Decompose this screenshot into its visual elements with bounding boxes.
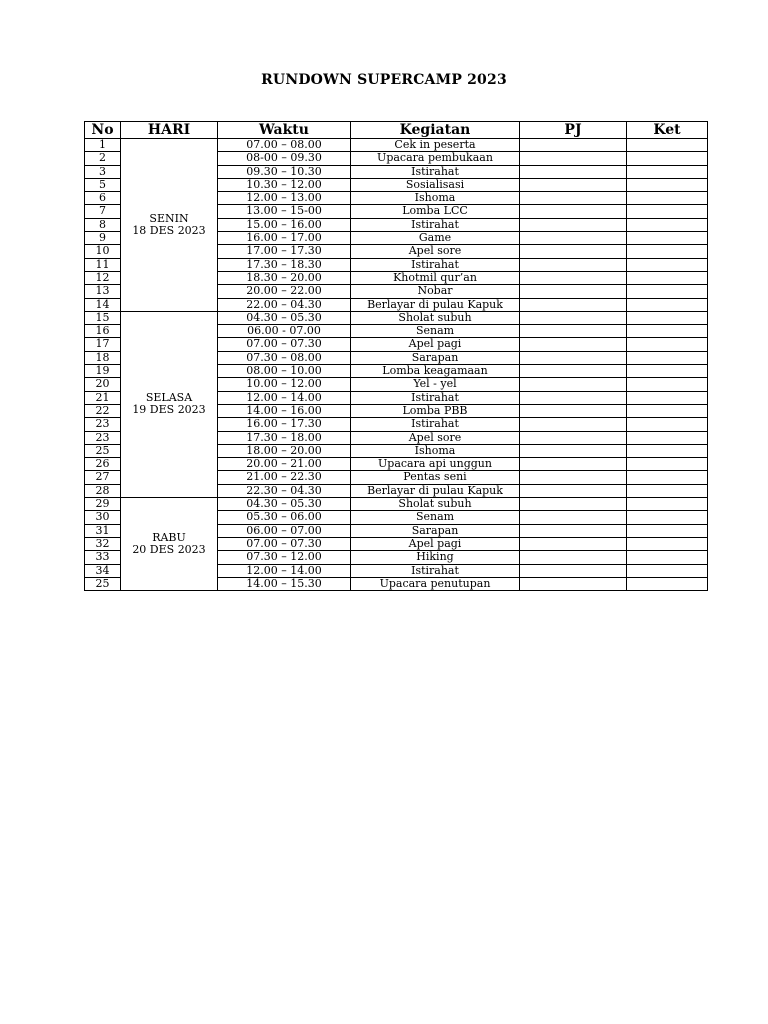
cell-pj (520, 178, 627, 191)
cell-no: 16 (85, 325, 121, 338)
cell-pj (520, 378, 627, 391)
cell-no: 34 (85, 564, 121, 577)
cell-no: 33 (85, 551, 121, 564)
cell-pj (520, 404, 627, 417)
cell-pj (520, 285, 627, 298)
cell-pj (520, 577, 627, 590)
day-name: SELASA (145, 391, 193, 405)
cell-no: 11 (85, 258, 121, 271)
cell-kegiatan: Sarapan (351, 351, 520, 364)
cell-ket (627, 139, 708, 152)
cell-pj (520, 391, 627, 404)
cell-ket (627, 325, 708, 338)
cell-ket (627, 511, 708, 524)
cell-ket (627, 232, 708, 245)
cell-no: 23 (85, 418, 121, 431)
cell-pj (520, 325, 627, 338)
cell-pj (520, 498, 627, 511)
table-body (85, 139, 708, 591)
cell-hari (121, 498, 218, 591)
cell-waktu: 04.30 – 05.30 (218, 498, 351, 511)
cell-waktu: 07.00 – 08.00 (218, 139, 351, 152)
cell-kegiatan: Apel sore (351, 245, 520, 258)
cell-kegiatan: Yel - yel (351, 378, 520, 391)
cell-kegiatan: Upacara pembukaan (351, 152, 520, 165)
cell-waktu: 10.00 – 12.00 (218, 378, 351, 391)
cell-ket (627, 391, 708, 404)
day-name: SENIN (149, 211, 189, 225)
cell-pj (520, 245, 627, 258)
cell-ket (627, 298, 708, 311)
cell-ket (627, 564, 708, 577)
cell-waktu: 18.30 – 20.00 (218, 271, 351, 284)
cell-kegiatan: Istirahat (351, 564, 520, 577)
cell-pj (520, 338, 627, 351)
cell-ket (627, 178, 708, 191)
cell-kegiatan: Senam (351, 325, 520, 338)
cell-waktu: 20.00 – 22.00 (218, 285, 351, 298)
cell-waktu: 06.00 – 07.00 (218, 524, 351, 537)
cell-pj (520, 524, 627, 537)
cell-no: 18 (85, 351, 121, 364)
cell-kegiatan: Upacara penutupan (351, 577, 520, 590)
cell-waktu: 13.00 – 15-00 (218, 205, 351, 218)
cell-ket (627, 431, 708, 444)
cell-ket (627, 551, 708, 564)
cell-ket (627, 458, 708, 471)
cell-no: 9 (85, 232, 121, 245)
cell-kegiatan: Istirahat (351, 165, 520, 178)
cell-waktu: 08.00 – 10.00 (218, 365, 351, 378)
cell-no: 2 (85, 152, 121, 165)
cell-kegiatan: Nobar (351, 285, 520, 298)
rundown-table (84, 121, 708, 591)
cell-waktu: 22.00 – 04.30 (218, 298, 351, 311)
cell-no: 8 (85, 218, 121, 231)
cell-waktu: 10.30 – 12.00 (218, 178, 351, 191)
cell-kegiatan: Senam (351, 511, 520, 524)
cell-no: 6 (85, 192, 121, 205)
cell-ket (627, 444, 708, 457)
header-no: No (85, 122, 121, 139)
cell-ket (627, 404, 708, 417)
header-hari: HARI (121, 122, 218, 139)
cell-waktu: 22.30 – 04.30 (218, 484, 351, 497)
cell-waktu: 06.00 - 07.00 (218, 325, 351, 338)
document-title: RUNDOWN SUPERCAMP 2023 (261, 72, 507, 88)
cell-ket (627, 245, 708, 258)
cell-kegiatan: Pentas seni (351, 471, 520, 484)
cell-ket (627, 418, 708, 431)
cell-ket (627, 471, 708, 484)
cell-ket (627, 271, 708, 284)
cell-pj (520, 444, 627, 457)
cell-ket (627, 165, 708, 178)
cell-kegiatan: Apel pagi (351, 537, 520, 550)
cell-waktu: 17.30 – 18.30 (218, 258, 351, 271)
cell-waktu: 12.00 – 14.00 (218, 564, 351, 577)
cell-kegiatan: Khotmil qur’an (351, 271, 520, 284)
cell-ket (627, 524, 708, 537)
cell-waktu: 15.00 – 16.00 (218, 218, 351, 231)
cell-ket (627, 258, 708, 271)
cell-ket (627, 338, 708, 351)
cell-waktu: 08-00 – 09.30 (218, 152, 351, 165)
cell-waktu: 16.00 – 17.30 (218, 418, 351, 431)
cell-pj (520, 298, 627, 311)
cell-ket (627, 577, 708, 590)
cell-hari (121, 311, 218, 497)
cell-kegiatan: Game (351, 232, 520, 245)
cell-ket (627, 365, 708, 378)
cell-no: 12 (85, 271, 121, 284)
cell-waktu: 18.00 – 20.00 (218, 444, 351, 457)
day-date: 18 DES 2023 (132, 223, 206, 237)
cell-pj (520, 311, 627, 324)
cell-hari (121, 139, 218, 312)
cell-no: 17 (85, 338, 121, 351)
header-kegiatan: Kegiatan (351, 122, 520, 139)
cell-kegiatan: Cek in peserta (351, 139, 520, 152)
cell-kegiatan: Istirahat (351, 418, 520, 431)
cell-pj (520, 271, 627, 284)
cell-waktu: 04.30 – 05.30 (218, 311, 351, 324)
cell-no: 20 (85, 378, 121, 391)
cell-no: 31 (85, 524, 121, 537)
cell-ket (627, 218, 708, 231)
cell-no: 25 (85, 444, 121, 457)
cell-waktu: 09.30 – 10.30 (218, 165, 351, 178)
cell-ket (627, 285, 708, 298)
cell-pj (520, 232, 627, 245)
cell-ket (627, 484, 708, 497)
cell-no: 28 (85, 484, 121, 497)
cell-waktu: 14.00 – 16.00 (218, 404, 351, 417)
cell-pj (520, 365, 627, 378)
cell-pj (520, 471, 627, 484)
cell-pj (520, 258, 627, 271)
day-date: 20 DES 2023 (132, 543, 206, 557)
cell-waktu: 05.30 – 06.00 (218, 511, 351, 524)
cell-no: 5 (85, 178, 121, 191)
cell-pj (520, 537, 627, 550)
cell-kegiatan: Apel sore (351, 431, 520, 444)
cell-no: 13 (85, 285, 121, 298)
cell-kegiatan: Sarapan (351, 524, 520, 537)
cell-pj (520, 192, 627, 205)
cell-no: 29 (85, 498, 121, 511)
cell-pj (520, 511, 627, 524)
cell-ket (627, 192, 708, 205)
cell-kegiatan: Istirahat (351, 258, 520, 271)
cell-kegiatan: Lomba PBB (351, 404, 520, 417)
cell-kegiatan: Upacara api unggun (351, 458, 520, 471)
cell-kegiatan: Istirahat (351, 218, 520, 231)
cell-waktu: 12.00 – 13.00 (218, 192, 351, 205)
cell-no: 27 (85, 471, 121, 484)
cell-waktu: 12.00 – 14.00 (218, 391, 351, 404)
cell-ket (627, 311, 708, 324)
cell-no: 22 (85, 404, 121, 417)
cell-pj (520, 139, 627, 152)
cell-waktu: 17.00 – 17.30 (218, 245, 351, 258)
cell-no: 7 (85, 205, 121, 218)
cell-ket (627, 378, 708, 391)
cell-no: 1 (85, 139, 121, 152)
cell-kegiatan: Lomba keagamaan (351, 365, 520, 378)
cell-no: 3 (85, 165, 121, 178)
cell-pj (520, 551, 627, 564)
cell-kegiatan: Lomba LCC (351, 205, 520, 218)
cell-kegiatan: Hiking (351, 551, 520, 564)
day-date: 19 DES 2023 (132, 403, 206, 417)
cell-no: 32 (85, 537, 121, 550)
cell-pj (520, 218, 627, 231)
cell-pj (520, 484, 627, 497)
cell-ket (627, 498, 708, 511)
cell-kegiatan: Berlayar di pulau Kapuk (351, 298, 520, 311)
cell-kegiatan: Ishoma (351, 192, 520, 205)
cell-kegiatan: Istirahat (351, 391, 520, 404)
cell-ket (627, 152, 708, 165)
day-name: RABU (152, 530, 186, 544)
cell-waktu: 14.00 – 15.30 (218, 577, 351, 590)
cell-kegiatan: Sholat subuh (351, 311, 520, 324)
table-row (85, 311, 708, 324)
cell-waktu: 16.00 – 17.00 (218, 232, 351, 245)
cell-kegiatan: Sholat subuh (351, 498, 520, 511)
cell-no: 23 (85, 431, 121, 444)
cell-no: 25 (85, 577, 121, 590)
cell-pj (520, 458, 627, 471)
cell-pj (520, 351, 627, 364)
table-row (85, 498, 708, 511)
cell-pj (520, 152, 627, 165)
cell-waktu: 17.30 – 18.00 (218, 431, 351, 444)
cell-no: 19 (85, 365, 121, 378)
cell-pj (520, 431, 627, 444)
cell-ket (627, 537, 708, 550)
cell-waktu: 07.00 – 07.30 (218, 537, 351, 550)
table-header-row (85, 122, 708, 139)
header-waktu: Waktu (218, 122, 351, 139)
header-ket: Ket (627, 122, 708, 139)
cell-waktu: 07.30 – 12.00 (218, 551, 351, 564)
table-row (85, 139, 708, 152)
cell-waktu: 21.00 – 22.30 (218, 471, 351, 484)
cell-kegiatan: Sosialisasi (351, 178, 520, 191)
cell-kegiatan: Berlayar di pulau Kapuk (351, 484, 520, 497)
cell-pj (520, 205, 627, 218)
cell-pj (520, 564, 627, 577)
cell-no: 26 (85, 458, 121, 471)
cell-waktu: 20.00 – 21.00 (218, 458, 351, 471)
cell-pj (520, 165, 627, 178)
cell-kegiatan: Apel pagi (351, 338, 520, 351)
cell-waktu: 07.00 – 07.30 (218, 338, 351, 351)
cell-no: 15 (85, 311, 121, 324)
cell-ket (627, 351, 708, 364)
cell-no: 14 (85, 298, 121, 311)
cell-ket (627, 205, 708, 218)
cell-kegiatan: Ishoma (351, 444, 520, 457)
header-pj: PJ (520, 122, 627, 139)
cell-no: 21 (85, 391, 121, 404)
cell-no: 10 (85, 245, 121, 258)
cell-pj (520, 418, 627, 431)
cell-waktu: 07.30 – 08.00 (218, 351, 351, 364)
cell-no: 30 (85, 511, 121, 524)
